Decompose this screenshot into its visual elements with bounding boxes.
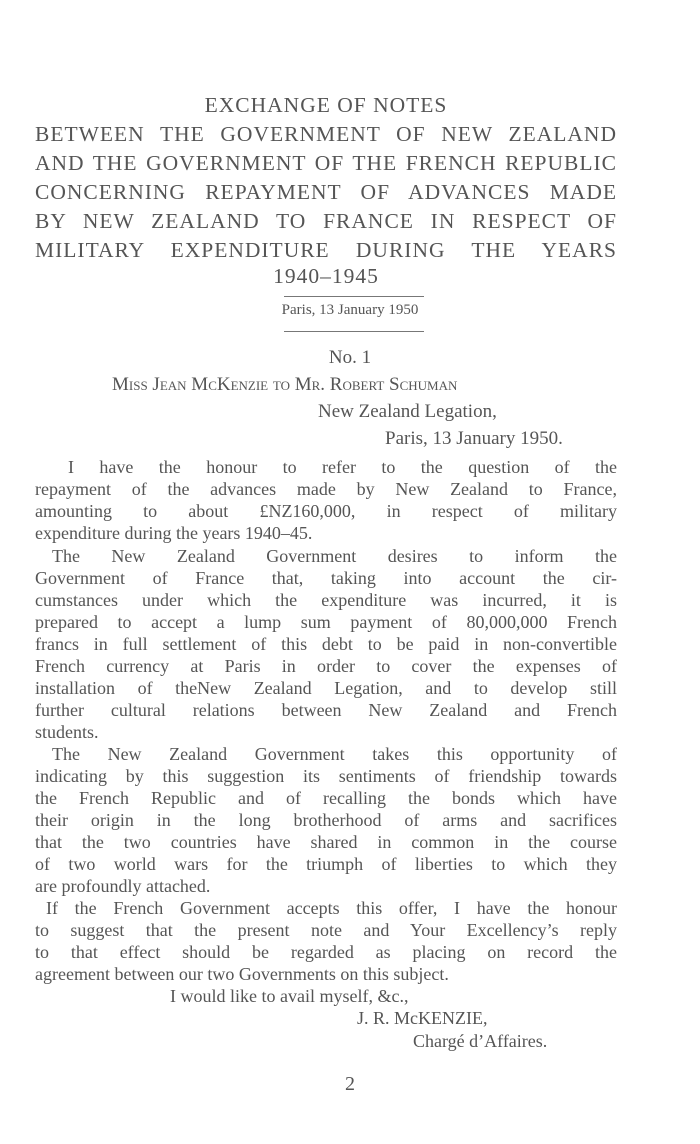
- dateline: Paris, 13 January 1950: [281, 302, 419, 318]
- body-line: further cultural relations between New Zealand and French: [35, 700, 617, 720]
- title-line-5: BY NEW ZEALAND TO FRANCE IN RESPECT OF: [35, 209, 617, 233]
- body-line: Government of France that, taking into account the cir-: [35, 568, 617, 588]
- title-line-6: MILITARY EXPENDITURE DURING THE YEARS: [35, 238, 617, 262]
- body-line: repayment of the advances made by New Zealand to France,: [35, 479, 617, 499]
- body-line: indicating by this suggestion its sentiments of friendship towards: [35, 766, 617, 786]
- note-address: New Zealand Legation,: [318, 401, 497, 422]
- note-number: No. 1: [328, 347, 372, 368]
- title-line-2: BETWEEN THE GOVERNMENT OF NEW ZEALAND: [35, 122, 617, 146]
- body-line: installation of theNew Zealand Legation, and to develop still: [35, 678, 617, 698]
- body-line: French currency at Paris in order to cover the expenses of: [35, 656, 617, 676]
- signature-name: J. R. McKENZIE,: [357, 1008, 488, 1028]
- body-line: prepared to accept a lump sum payment of 80,000,000 French: [35, 612, 617, 632]
- divider-rule-bottom: [284, 331, 424, 332]
- body-line: to that effect should be regarded as placing on record the: [35, 942, 617, 962]
- body-line: of two world wars for the triumph of liberties to which they: [35, 854, 617, 874]
- body-line: are profoundly attached.: [35, 876, 211, 896]
- title-line-4: CONCERNING REPAYMENT OF ADVANCES MADE: [35, 180, 617, 204]
- body-line: The New Zealand Government takes this opportunity of: [52, 744, 617, 764]
- note-place-date: Paris, 13 January 1950.: [385, 428, 563, 449]
- body-line: to suggest that the present note and Your Excellency’s reply: [35, 920, 617, 940]
- body-line: the French Republic and of recalling the bonds which have: [35, 788, 617, 808]
- note-from-to: Miss Jean McKenzie to Mr. Robert Schuman: [112, 374, 458, 395]
- body-line: francs in full settlement of this debt to be paid in non-convertible: [35, 634, 617, 654]
- title-line-1: EXCHANGE OF NOTES: [204, 93, 448, 117]
- body-line: The New Zealand Government desires to inform the: [52, 546, 617, 566]
- body-line: that the two countries have shared in common in the course: [35, 832, 617, 852]
- page-number: 2: [345, 1073, 355, 1095]
- body-line: agreement between our two Governments on this subject.: [35, 964, 449, 984]
- body-line: their origin in the long brotherhood of arms and sacrifices: [35, 810, 617, 830]
- closing-line: I would like to avail myself, &c.,: [170, 986, 409, 1006]
- body-line: cumstances under which the expenditure was incurred, it is: [35, 590, 617, 610]
- divider-rule-top: [284, 296, 424, 297]
- body-line: students.: [35, 722, 99, 742]
- body-line: expenditure during the years 1940–45.: [35, 523, 313, 543]
- title-line-3: AND THE GOVERNMENT OF THE FRENCH REPUBLIC: [35, 151, 617, 175]
- body-line: If the French Government accepts this offer, I have the honour: [46, 898, 617, 918]
- body-line: amounting to about £NZ160,000, in respect of military: [35, 501, 617, 521]
- title-years: 1940–1945: [273, 264, 379, 288]
- signature-title: Chargé d’Affaires.: [413, 1031, 548, 1051]
- body-line: I have the honour to refer to the question of the: [68, 457, 617, 477]
